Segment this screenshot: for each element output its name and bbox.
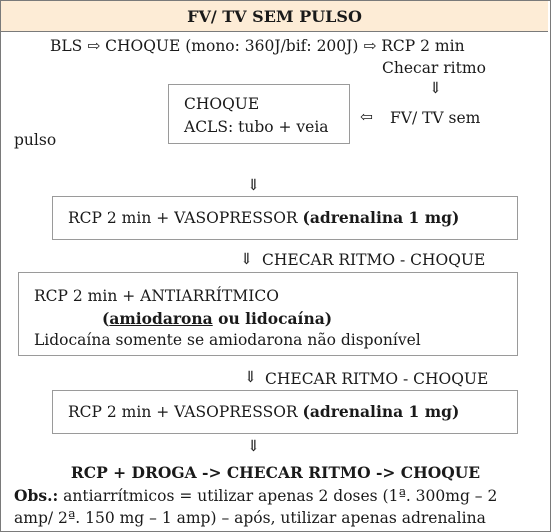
arrow-down-icon: ⇓ <box>240 250 253 268</box>
vasopressor-text-2: RCP 2 min + VASOPRESSOR (adrenalina 1 mg) <box>68 402 460 421</box>
choque-box <box>168 84 350 144</box>
bls-sequence-text: BLS ⇨ CHOQUE (mono: 360J/bif: 200J) ⇨ RCP 2 min <box>50 37 465 55</box>
pulso-text: pulso <box>14 131 57 149</box>
vasopressor-box-2 <box>52 390 518 434</box>
checar-ritmo-text: Checar ritmo <box>382 59 486 77</box>
vasopressor-box-1 <box>52 196 518 240</box>
acls-label: ACLS: tubo + veia <box>184 118 329 136</box>
checar-choque-text-1: CHECAR RITMO - CHOQUE <box>262 251 486 269</box>
fv-tv-sem-text: FV/ TV sem <box>390 109 481 127</box>
antiarritmico-drugs: (amiodarona ou lidocaína) <box>102 309 333 328</box>
antiarritmico-line: RCP 2 min + ANTIARRÍTMICO <box>34 287 279 305</box>
arrow-left-icon: ⇦ <box>360 108 373 126</box>
arrow-down-icon: ⇓ <box>429 79 442 97</box>
obs-line-1: Obs.: antiarrítmicos = utilizar apenas 2 doses (1ª. 300mg – 2 <box>14 486 498 505</box>
vasopressor-text-1: RCP 2 min + VASOPRESSOR (adrenalina 1 mg) <box>68 208 460 227</box>
lidocaina-note: Lidocaína somente se amiodarona não disponível <box>34 331 421 349</box>
arrow-down-icon: ⇓ <box>247 176 260 194</box>
obs-line-2: amp/ 2ª. 150 mg – 1 amp) – após, utilizar apenas adrenalina <box>14 509 486 527</box>
summary-line: RCP + DROGA -> CHECAR RITMO -> CHOQUE <box>70 463 481 482</box>
checar-choque-text-2: CHECAR RITMO - CHOQUE <box>265 370 489 388</box>
arrow-down-icon: ⇓ <box>244 368 257 386</box>
antiarritmico-box <box>18 272 518 356</box>
arrow-down-icon: ⇓ <box>247 437 260 455</box>
choque-label: CHOQUE <box>184 95 260 113</box>
page-title: FV/ TV SEM PULSO <box>1 1 548 32</box>
